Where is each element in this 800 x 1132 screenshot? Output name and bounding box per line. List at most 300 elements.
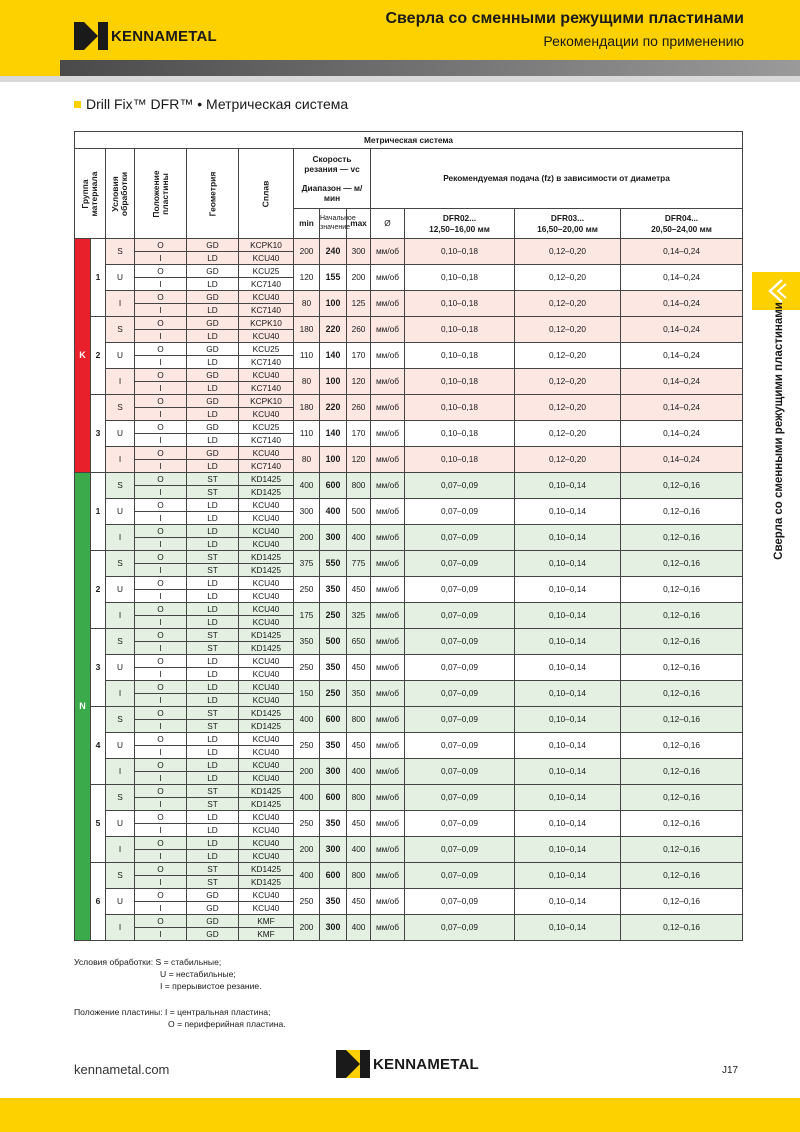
condition-cell: S: [106, 707, 135, 733]
geometry-cell: GD: [187, 239, 239, 252]
speed-min-cell: 350: [294, 629, 320, 655]
position-cell: I: [135, 902, 187, 915]
grade-cell: KC7140: [239, 382, 294, 395]
feed-dfr02-cell: 0,10–0,18: [405, 291, 515, 317]
header-dfr04: DFR04... 20,50–24,00 мм: [621, 209, 743, 239]
speed-max-cell: 350: [347, 681, 371, 707]
note-conditions-u: U = нестабильные;: [160, 969, 236, 979]
geometry-cell: GD: [187, 369, 239, 382]
material-subgroup: 3: [91, 395, 106, 473]
table-row: [75, 811, 743, 824]
speed-min-cell: 375: [294, 551, 320, 577]
position-cell: O: [135, 525, 187, 538]
geometry-cell: GD: [187, 928, 239, 941]
grade-cell: KD1425: [239, 707, 294, 720]
feed-unit-cell: мм/об: [371, 369, 405, 395]
speed-nominal-cell: 300: [320, 837, 347, 863]
position-cell: O: [135, 811, 187, 824]
feed-dfr02-cell: 0,07–0,09: [405, 603, 515, 629]
feed-dfr03-cell: 0,10–0,14: [515, 707, 621, 733]
feed-unit-cell: мм/об: [371, 889, 405, 915]
geometry-cell: LD: [187, 278, 239, 291]
speed-nominal-cell: 140: [320, 343, 347, 369]
grade-cell: KCU40: [239, 447, 294, 460]
speed-min-cell: 400: [294, 707, 320, 733]
grade-cell: KD1425: [239, 720, 294, 733]
condition-cell: S: [106, 785, 135, 811]
feed-dfr03-cell: 0,12–0,20: [515, 421, 621, 447]
kennametal-logo-icon: [74, 22, 108, 50]
feed-dfr03-cell: 0,10–0,14: [515, 733, 621, 759]
feed-unit-cell: мм/об: [371, 239, 405, 265]
header-grade: Сплав: [239, 149, 294, 239]
speed-nominal-cell: 220: [320, 395, 347, 421]
grade-cell: KD1425: [239, 876, 294, 889]
feed-unit-cell: мм/об: [371, 655, 405, 681]
geometry-cell: LD: [187, 512, 239, 525]
speed-max-cell: 450: [347, 811, 371, 837]
feed-unit-cell: мм/об: [371, 681, 405, 707]
position-cell: O: [135, 681, 187, 694]
feed-unit-cell: мм/об: [371, 603, 405, 629]
speed-min-cell: 200: [294, 759, 320, 785]
speed-nominal-cell: 100: [320, 447, 347, 473]
page-number: J17: [722, 1065, 739, 1076]
grade-cell: KCU40: [239, 590, 294, 603]
grade-cell: KCU40: [239, 759, 294, 772]
feed-dfr02-cell: 0,07–0,09: [405, 551, 515, 577]
feed-dfr03-cell: 0,10–0,14: [515, 759, 621, 785]
position-cell: I: [135, 408, 187, 421]
feed-dfr02-cell: 0,07–0,09: [405, 785, 515, 811]
feed-unit-cell: мм/об: [371, 733, 405, 759]
speed-min-cell: 250: [294, 889, 320, 915]
logo-wordmark: KENNAMETAL: [373, 1055, 479, 1073]
speed-nominal-cell: 350: [320, 733, 347, 759]
table-row: [75, 317, 743, 330]
position-cell: O: [135, 291, 187, 304]
speed-max-cell: 400: [347, 759, 371, 785]
speed-max-cell: 120: [347, 369, 371, 395]
feed-unit-cell: мм/об: [371, 447, 405, 473]
geometry-cell: LD: [187, 434, 239, 447]
table-row: [75, 889, 743, 902]
geometry-cell: ST: [187, 720, 239, 733]
grade-cell: KCPK10: [239, 239, 294, 252]
feed-dfr04-cell: 0,12–0,16: [621, 915, 743, 941]
header-speed: Скорость резания — vc Диапазон — м/мин: [294, 149, 371, 209]
condition-cell: U: [106, 733, 135, 759]
speed-max-cell: 400: [347, 915, 371, 941]
feed-dfr04-cell: 0,12–0,16: [621, 655, 743, 681]
table-row: [75, 369, 743, 382]
feed-dfr04-cell: 0,12–0,16: [621, 603, 743, 629]
table-body: [75, 239, 743, 941]
grade-cell: KCU40: [239, 603, 294, 616]
geometry-cell: ST: [187, 785, 239, 798]
table-row: [75, 447, 743, 460]
page-subtitle: Рекомендации по применению: [543, 33, 744, 49]
side-section-label: Сверла со сменными режущими пластинами: [773, 302, 785, 560]
position-cell: O: [135, 551, 187, 564]
header-diameter: Ø: [371, 209, 405, 239]
feed-dfr03-cell: 0,12–0,20: [515, 369, 621, 395]
position-cell: O: [135, 629, 187, 642]
speed-min-cell: 250: [294, 655, 320, 681]
feed-dfr04-cell: 0,12–0,16: [621, 525, 743, 551]
feed-dfr02-cell: 0,07–0,09: [405, 577, 515, 603]
grade-cell: KCU40: [239, 668, 294, 681]
feed-dfr04-cell: 0,14–0,24: [621, 317, 743, 343]
feed-unit-cell: мм/об: [371, 395, 405, 421]
geometry-cell: ST: [187, 876, 239, 889]
feed-dfr04-cell: 0,12–0,16: [621, 733, 743, 759]
speed-min-cell: 80: [294, 369, 320, 395]
feed-dfr04-cell: 0,12–0,16: [621, 785, 743, 811]
feed-dfr02-cell: 0,07–0,09: [405, 681, 515, 707]
note-position-o: O = периферийная пластина.: [168, 1019, 286, 1029]
grade-cell: KCU40: [239, 824, 294, 837]
grade-cell: KD1425: [239, 486, 294, 499]
table-row: [75, 525, 743, 538]
feed-dfr02-cell: 0,07–0,09: [405, 473, 515, 499]
feed-dfr02-cell: 0,10–0,18: [405, 395, 515, 421]
feed-dfr03-cell: 0,10–0,14: [515, 603, 621, 629]
speed-nominal-cell: 140: [320, 421, 347, 447]
geometry-cell: LD: [187, 668, 239, 681]
speed-max-cell: 400: [347, 837, 371, 863]
material-subgroup: 4: [91, 707, 106, 785]
grade-cell: KCU40: [239, 811, 294, 824]
position-cell: O: [135, 733, 187, 746]
position-cell: I: [135, 512, 187, 525]
grade-cell: KCU40: [239, 681, 294, 694]
geometry-cell: GD: [187, 447, 239, 460]
speed-nominal-cell: 250: [320, 603, 347, 629]
grade-cell: KC7140: [239, 356, 294, 369]
condition-cell: S: [106, 551, 135, 577]
position-cell: I: [135, 304, 187, 317]
position-cell: I: [135, 772, 187, 785]
speed-nominal-cell: 300: [320, 915, 347, 941]
header-dfr03: DFR03... 16,50–20,00 мм: [515, 209, 621, 239]
speed-min-cell: 120: [294, 265, 320, 291]
feed-unit-cell: мм/об: [371, 265, 405, 291]
condition-cell: I: [106, 837, 135, 863]
section-title: [74, 96, 348, 112]
feed-dfr03-cell: 0,10–0,14: [515, 577, 621, 603]
grade-cell: KCU40: [239, 512, 294, 525]
position-cell: I: [135, 252, 187, 265]
grade-cell: KCU40: [239, 902, 294, 915]
position-cell: I: [135, 824, 187, 837]
geometry-cell: LD: [187, 850, 239, 863]
material-subgroup: 6: [91, 863, 106, 941]
footer-band: [0, 1098, 800, 1132]
table-row: [75, 759, 743, 772]
feed-dfr04-cell: 0,12–0,16: [621, 811, 743, 837]
header-conditions: Условия обработки: [106, 149, 135, 239]
speed-min-cell: 110: [294, 343, 320, 369]
feed-dfr04-cell: 0,14–0,24: [621, 447, 743, 473]
speed-nominal-cell: 250: [320, 681, 347, 707]
feed-unit-cell: мм/об: [371, 837, 405, 863]
grade-cell: KCPK10: [239, 317, 294, 330]
legend-notes: [74, 956, 286, 1030]
grade-cell: KCU40: [239, 291, 294, 304]
geometry-cell: ST: [187, 642, 239, 655]
geometry-cell: LD: [187, 252, 239, 265]
position-cell: I: [135, 460, 187, 473]
geometry-cell: LD: [187, 499, 239, 512]
feed-unit-cell: мм/об: [371, 577, 405, 603]
geometry-cell: LD: [187, 616, 239, 629]
speed-min-cell: 180: [294, 395, 320, 421]
feed-dfr03-cell: 0,12–0,20: [515, 317, 621, 343]
position-cell: O: [135, 499, 187, 512]
table-row: [75, 291, 743, 304]
feed-dfr02-cell: 0,07–0,09: [405, 915, 515, 941]
grade-cell: KCU40: [239, 252, 294, 265]
speed-nominal-cell: 220: [320, 317, 347, 343]
geometry-cell: GD: [187, 902, 239, 915]
feed-dfr02-cell: 0,10–0,18: [405, 239, 515, 265]
speed-max-cell: 800: [347, 863, 371, 889]
speed-min-cell: 200: [294, 915, 320, 941]
position-cell: O: [135, 863, 187, 876]
geometry-cell: LD: [187, 655, 239, 668]
table-row: [75, 395, 743, 408]
geometry-cell: LD: [187, 603, 239, 616]
speed-max-cell: 325: [347, 603, 371, 629]
feed-dfr03-cell: 0,12–0,20: [515, 291, 621, 317]
bullet-square-icon: [74, 101, 81, 108]
speed-nominal-cell: 600: [320, 473, 347, 499]
condition-cell: I: [106, 291, 135, 317]
note-position: Положение пластины: I = центральная пластина;: [74, 1007, 271, 1017]
speed-max-cell: 450: [347, 655, 371, 681]
grade-cell: KCU40: [239, 889, 294, 902]
feed-dfr04-cell: 0,12–0,16: [621, 551, 743, 577]
geometry-cell: GD: [187, 265, 239, 278]
kennametal-logo-icon: [336, 1050, 370, 1078]
condition-cell: U: [106, 577, 135, 603]
material-subgroup: 1: [91, 473, 106, 551]
feed-unit-cell: мм/об: [371, 629, 405, 655]
table-row: [75, 915, 743, 928]
geometry-cell: ST: [187, 629, 239, 642]
grade-cell: KCU25: [239, 421, 294, 434]
speed-min-cell: 400: [294, 473, 320, 499]
feed-dfr03-cell: 0,10–0,14: [515, 811, 621, 837]
speed-nominal-cell: 300: [320, 759, 347, 785]
speed-max-cell: 450: [347, 889, 371, 915]
feed-dfr03-cell: 0,10–0,14: [515, 863, 621, 889]
condition-cell: I: [106, 915, 135, 941]
geometry-cell: LD: [187, 538, 239, 551]
position-cell: I: [135, 590, 187, 603]
position-cell: O: [135, 473, 187, 486]
geometry-cell: LD: [187, 382, 239, 395]
feed-dfr02-cell: 0,07–0,09: [405, 499, 515, 525]
grade-cell: KCU40: [239, 733, 294, 746]
speed-nominal-cell: 350: [320, 889, 347, 915]
grade-cell: KCU40: [239, 538, 294, 551]
feed-unit-cell: мм/об: [371, 785, 405, 811]
speed-max-cell: 450: [347, 733, 371, 759]
geometry-cell: LD: [187, 460, 239, 473]
condition-cell: I: [106, 447, 135, 473]
speed-nominal-cell: 100: [320, 369, 347, 395]
condition-cell: U: [106, 265, 135, 291]
geometry-cell: LD: [187, 525, 239, 538]
table-row: [75, 499, 743, 512]
feed-dfr02-cell: 0,10–0,18: [405, 343, 515, 369]
header-position: Положение пластины: [135, 149, 187, 239]
position-cell: I: [135, 876, 187, 889]
table-caption: Метрическая система: [75, 132, 743, 149]
feed-dfr03-cell: 0,10–0,14: [515, 915, 621, 941]
grade-cell: KCU40: [239, 577, 294, 590]
position-cell: I: [135, 330, 187, 343]
speed-max-cell: 450: [347, 577, 371, 603]
feed-dfr04-cell: 0,14–0,24: [621, 395, 743, 421]
section-title-text: Drill Fix™ DFR™ • Метрическая система: [86, 96, 349, 112]
grade-cell: KD1425: [239, 551, 294, 564]
geometry-cell: LD: [187, 837, 239, 850]
grade-cell: KMF: [239, 928, 294, 941]
speed-nominal-cell: 400: [320, 499, 347, 525]
geometry-cell: LD: [187, 824, 239, 837]
grade-cell: KCU40: [239, 655, 294, 668]
feed-dfr04-cell: 0,12–0,16: [621, 889, 743, 915]
feed-dfr04-cell: 0,14–0,24: [621, 265, 743, 291]
grade-cell: KCU40: [239, 837, 294, 850]
grade-cell: KCPK10: [239, 395, 294, 408]
grade-cell: KC7140: [239, 304, 294, 317]
condition-cell: I: [106, 681, 135, 707]
speed-min-cell: 300: [294, 499, 320, 525]
speed-min-cell: 80: [294, 291, 320, 317]
position-cell: I: [135, 694, 187, 707]
speed-max-cell: 650: [347, 629, 371, 655]
material-group-k: K: [75, 239, 91, 473]
geometry-cell: ST: [187, 564, 239, 577]
feed-dfr02-cell: 0,10–0,18: [405, 369, 515, 395]
footer-url[interactable]: kennametal.com: [74, 1062, 170, 1077]
footer-logo: [336, 1050, 479, 1078]
condition-cell: I: [106, 369, 135, 395]
feed-dfr03-cell: 0,12–0,20: [515, 265, 621, 291]
feed-dfr02-cell: 0,07–0,09: [405, 525, 515, 551]
feed-unit-cell: мм/об: [371, 551, 405, 577]
feed-dfr04-cell: 0,12–0,16: [621, 837, 743, 863]
position-cell: I: [135, 486, 187, 499]
position-cell: O: [135, 889, 187, 902]
feed-unit-cell: мм/об: [371, 707, 405, 733]
feed-dfr04-cell: 0,12–0,16: [621, 499, 743, 525]
speed-nominal-cell: 100: [320, 291, 347, 317]
speed-max-cell: 260: [347, 395, 371, 421]
condition-cell: S: [106, 239, 135, 265]
feed-dfr03-cell: 0,10–0,14: [515, 499, 621, 525]
speed-nominal-cell: 600: [320, 785, 347, 811]
position-cell: O: [135, 837, 187, 850]
page-title: Сверла со сменными режущими пластинами: [385, 10, 744, 27]
feed-dfr02-cell: 0,10–0,18: [405, 265, 515, 291]
speed-min-cell: 150: [294, 681, 320, 707]
feed-dfr02-cell: 0,07–0,09: [405, 889, 515, 915]
kennametal-logo[interactable]: [74, 22, 217, 50]
speed-max-cell: 260: [347, 317, 371, 343]
grade-cell: KCU40: [239, 408, 294, 421]
position-cell: O: [135, 265, 187, 278]
feed-dfr04-cell: 0,12–0,16: [621, 473, 743, 499]
feed-dfr02-cell: 0,07–0,09: [405, 863, 515, 889]
position-cell: O: [135, 343, 187, 356]
position-cell: I: [135, 850, 187, 863]
grade-cell: KCU25: [239, 265, 294, 278]
speed-min-cell: 250: [294, 811, 320, 837]
condition-cell: U: [106, 655, 135, 681]
feed-dfr02-cell: 0,07–0,09: [405, 733, 515, 759]
feed-unit-cell: мм/об: [371, 317, 405, 343]
geometry-cell: LD: [187, 590, 239, 603]
feed-dfr04-cell: 0,12–0,16: [621, 629, 743, 655]
geometry-cell: GD: [187, 291, 239, 304]
grade-cell: KCU40: [239, 772, 294, 785]
position-cell: I: [135, 746, 187, 759]
grade-cell: KCU25: [239, 343, 294, 356]
position-cell: I: [135, 356, 187, 369]
speed-min-cell: 400: [294, 785, 320, 811]
material-subgroup: 3: [91, 629, 106, 707]
position-cell: O: [135, 915, 187, 928]
position-cell: O: [135, 421, 187, 434]
speed-nominal-cell: 550: [320, 551, 347, 577]
position-cell: I: [135, 720, 187, 733]
position-cell: O: [135, 785, 187, 798]
feed-dfr03-cell: 0,10–0,14: [515, 655, 621, 681]
feed-dfr02-cell: 0,07–0,09: [405, 759, 515, 785]
feed-dfr02-cell: 0,10–0,18: [405, 317, 515, 343]
geometry-cell: GD: [187, 421, 239, 434]
feed-dfr04-cell: 0,12–0,16: [621, 707, 743, 733]
material-subgroup: 2: [91, 551, 106, 629]
table-row: [75, 265, 743, 278]
speed-max-cell: 170: [347, 343, 371, 369]
feed-dfr03-cell: 0,10–0,14: [515, 629, 621, 655]
speed-max-cell: 120: [347, 447, 371, 473]
speed-nominal-cell: 600: [320, 707, 347, 733]
header-stripe-light: [0, 76, 800, 82]
condition-cell: U: [106, 811, 135, 837]
grade-cell: KD1425: [239, 629, 294, 642]
position-cell: I: [135, 382, 187, 395]
condition-cell: S: [106, 395, 135, 421]
speed-max-cell: 775: [347, 551, 371, 577]
grade-cell: KC7140: [239, 278, 294, 291]
feed-unit-cell: мм/об: [371, 421, 405, 447]
header-geometry: Геометрия: [187, 149, 239, 239]
grade-cell: KC7140: [239, 460, 294, 473]
geometry-cell: ST: [187, 863, 239, 876]
feed-dfr04-cell: 0,12–0,16: [621, 577, 743, 603]
feed-dfr03-cell: 0,10–0,14: [515, 551, 621, 577]
feed-dfr04-cell: 0,14–0,24: [621, 291, 743, 317]
condition-cell: I: [106, 603, 135, 629]
feed-unit-cell: мм/об: [371, 863, 405, 889]
